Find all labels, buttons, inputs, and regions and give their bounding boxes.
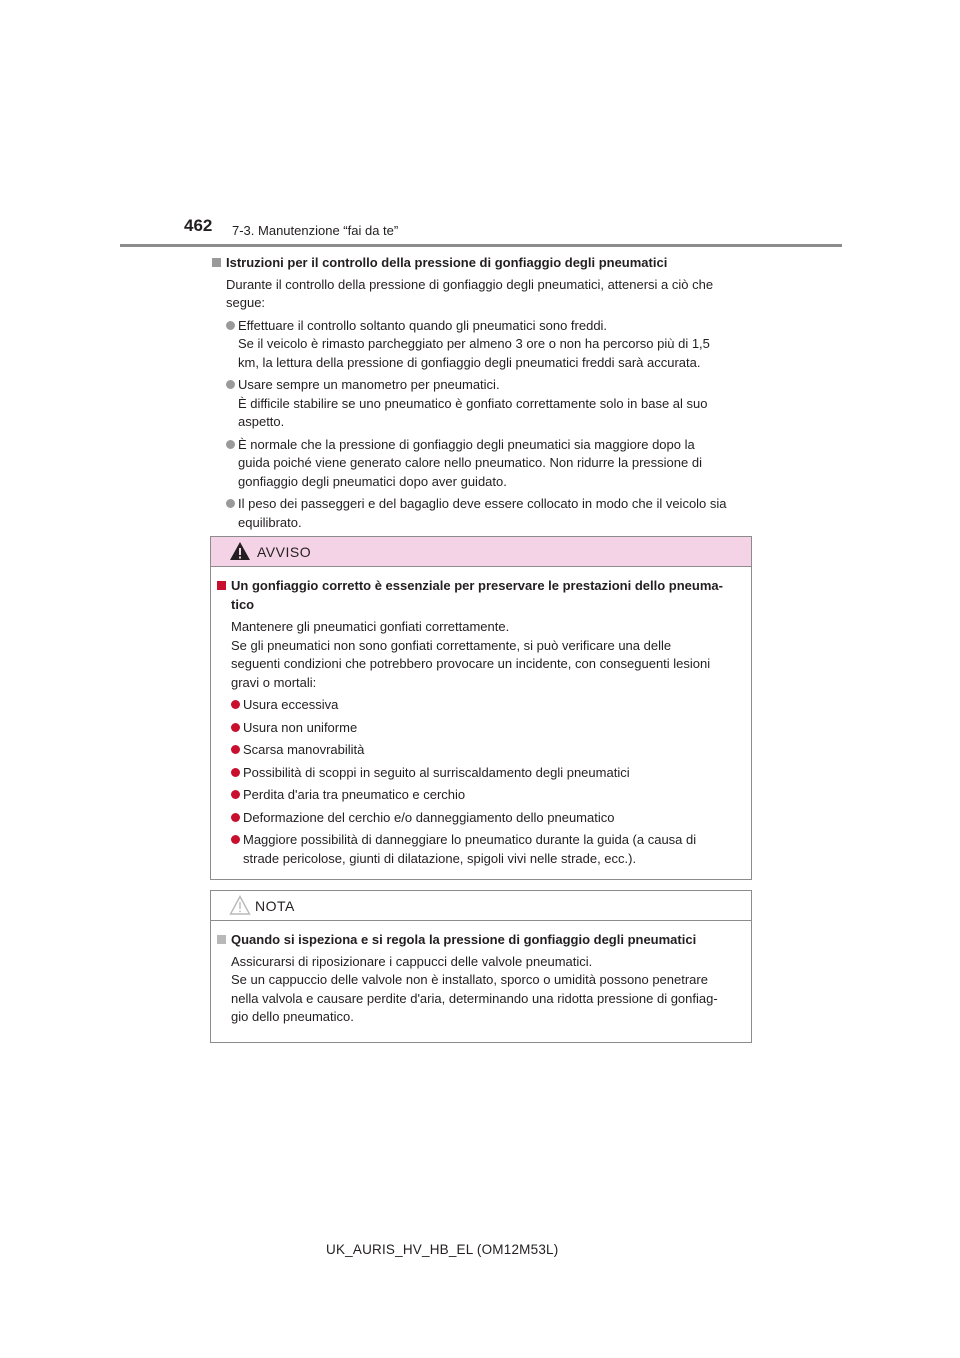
list-item (217, 809, 743, 828)
footer-code: UK_AURIS_HV_HB_EL (OM12M53L) (326, 1242, 559, 1257)
list-item-text: Possibilità di scoppi in seguito al surriscaldamento degli pneumatici (243, 764, 630, 780)
round-bullet-icon (231, 700, 240, 709)
list-item-line: equilibrato. (238, 514, 302, 530)
warning-box (210, 536, 752, 880)
round-bullet-icon (226, 440, 235, 449)
note-text-line: nella valvola e causare perdite d'aria, determinando una ridotta pressione di gonfiag- (231, 990, 718, 1006)
square-bullet-icon (217, 581, 226, 590)
note-header (211, 891, 751, 921)
list-item (217, 764, 743, 783)
note-heading (217, 931, 743, 950)
list-item (212, 495, 752, 532)
note-heading-text: Quando si ispeziona e si regola la pressione di gonfiaggio degli pneumatici (231, 932, 697, 947)
list-item-text: Deformazione del cerchio e/o danneggiamento dello pneumatico (243, 809, 615, 825)
intro-section (212, 254, 752, 532)
list-item-line: È normale che la pressione di gonfiaggio degli pneumatici sia maggiore dopo la (238, 436, 695, 452)
round-bullet-icon (231, 813, 240, 822)
list-item (212, 436, 752, 492)
list-item (217, 741, 743, 760)
list-item-line: Usare sempre un manometro per pneumatici. (238, 377, 500, 392)
list-item-line: Effettuare il controllo soltanto quando gli pneumatici sono freddi. (238, 317, 608, 333)
round-bullet-icon (231, 723, 240, 732)
note-text (231, 953, 743, 1027)
list-item-text: Perdita d'aria tra pneumatico e cerchio (243, 787, 466, 802)
warning-heading-line: tico (231, 596, 255, 612)
intro-heading-text: Istruzioni per il controllo della pressione di gonfiaggio degli pneumatici (226, 255, 668, 270)
warning-text-line: seguenti condizioni che potrebbero provocare un incidente, con conseguenti lesioni (231, 656, 711, 671)
section-title: 7-3. Manutenzione “fai da te” (232, 223, 399, 238)
caution-triangle-icon (229, 895, 251, 915)
warning-heading (217, 577, 743, 614)
list-item-text: Scarsa manovrabilità (243, 742, 365, 757)
list-item (217, 719, 743, 738)
list-item-line: Il peso dei passeggeri e del bagaglio deve essere collocato in modo che il veicolo sia (238, 496, 727, 511)
warning-label: AVVISO (257, 544, 312, 560)
warning-text-line: Se gli pneumatici non sono gonfiati correttamente, si può verificare una delle (231, 637, 672, 653)
note-box (210, 890, 752, 1043)
intro-text-line: segue: (226, 295, 266, 310)
note-body (211, 921, 751, 1037)
list-item-line: gonfiaggio degli pneumatici dopo aver guidato. (238, 473, 507, 489)
warning-header (211, 537, 751, 567)
note-label: NOTA (255, 898, 295, 914)
list-item (212, 376, 752, 432)
list-item-line: km, la lettura della pressione di gonfiaggio degli pneumatici freddi sarà accurata. (238, 354, 701, 370)
list-item-line: Se il veicolo è rimasto parcheggiato per almeno 3 ore o non ha percorso più di 1,5 (238, 336, 710, 351)
warning-triangle-icon (229, 541, 251, 561)
note-text-line: Assicurarsi di riposizionare i cappucci delle valvole pneumatici. (231, 953, 593, 969)
square-bullet-icon (217, 935, 226, 944)
list-item-line: strade pericolose, giunti di dilatazione, spigoli vivi nelle strade, ecc.). (243, 850, 637, 866)
list-item-line: Maggiore possibilità di danneggiare lo pneumatico durante la guida (a causa di (243, 832, 697, 847)
round-bullet-icon (231, 768, 240, 777)
list-item (212, 317, 752, 373)
round-bullet-icon (231, 790, 240, 799)
square-bullet-icon (212, 258, 221, 267)
list-item-text: Usura non uniforme (243, 719, 358, 735)
intro-text (226, 276, 752, 313)
warning-text-line: Mantenere gli pneumatici gonfiati correttamente. (231, 619, 510, 634)
round-bullet-icon (231, 745, 240, 754)
warning-heading-line (217, 577, 743, 596)
note-text-line: gio dello pneumatico. (231, 1009, 354, 1024)
warning-body (211, 567, 751, 878)
note-text-line: Se un cappuccio delle valvole non è installato, sporco o umidità possono penetrare (231, 972, 708, 987)
list-item (217, 696, 743, 715)
round-bullet-icon (226, 380, 235, 389)
round-bullet-icon (231, 835, 240, 844)
list-item (217, 786, 743, 805)
list-item-text: Usura eccessiva (243, 697, 339, 712)
intro-text-line: Durante il controllo della pressione di gonfiaggio degli pneumatici, attenersi a ciò che (226, 276, 714, 292)
round-bullet-icon (226, 321, 235, 330)
warning-heading-text: Un gonfiaggio corretto è essenziale per preservare le prestazioni dello pneuma- (231, 578, 723, 593)
intro-heading (212, 254, 752, 273)
list-item-line: aspetto. (238, 414, 285, 429)
warning-text (231, 618, 743, 692)
list-item-line: guida poiché viene generato calore nello pneumatico. Non ridurre la pressione di (238, 455, 702, 470)
warning-text-line: gravi o mortali: (231, 674, 317, 690)
list-item (217, 831, 743, 868)
header-rule (120, 244, 842, 247)
page-number: 462 (184, 216, 213, 235)
round-bullet-icon (226, 499, 235, 508)
list-item-line: È difficile stabilire se uno pneumatico è gonfiato correttamente solo in base al suo (238, 395, 708, 411)
